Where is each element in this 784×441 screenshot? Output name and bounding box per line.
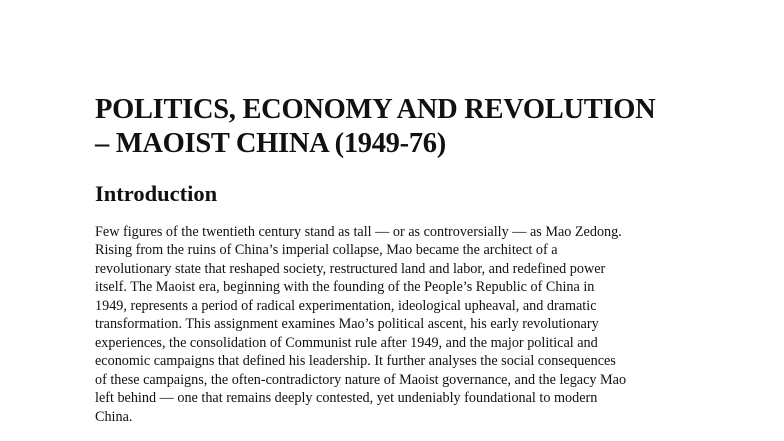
title-line-1: POLITICS, ECONOMY AND REVOLUTION — [95, 94, 656, 125]
paragraph-line: 1949, represents a period of radical experimentation, ideological upheaval, and dramatic — [95, 297, 597, 314]
paragraph-line: Few figures of the twentieth century stand as tall — or as controversially — as Mao Zedong. — [95, 224, 622, 240]
paragraph-line: left behind — one that remains deeply contested, yet undeniably foundational to modern — [95, 390, 598, 407]
paragraph-line: revolutionary state that reshaped society, restructured land and labor, and redefined power — [95, 260, 606, 277]
title-line-2: – MAOIST CHINA (1949-76) — [95, 128, 446, 159]
section-heading-introduction: Introduction — [95, 181, 218, 206]
paragraph-line: transformation. This assignment examines Mao’s political ascent, his early revolutionary — [95, 316, 599, 333]
paragraph-line: Rising from the ruins of China’s imperial collapse, Mao became the architect of a — [95, 242, 558, 259]
paragraph-line: economic campaigns that defined his leadership. It further analyses the social consequences — [95, 353, 616, 370]
paragraph-line: itself. The Maoist era, beginning with the founding of the People’s Republic of China in — [95, 279, 595, 296]
document-title — [95, 93, 735, 161]
paragraph-line: experiences, the consolidation of Communist rule after 1949, and the major political and — [95, 334, 598, 351]
paragraph-line: of these campaigns, the often-contradictory nature of Maoist governance, and the legacy Mao — [95, 371, 627, 388]
introduction-paragraph — [95, 223, 715, 426]
paragraph-line: China. — [95, 408, 133, 425]
